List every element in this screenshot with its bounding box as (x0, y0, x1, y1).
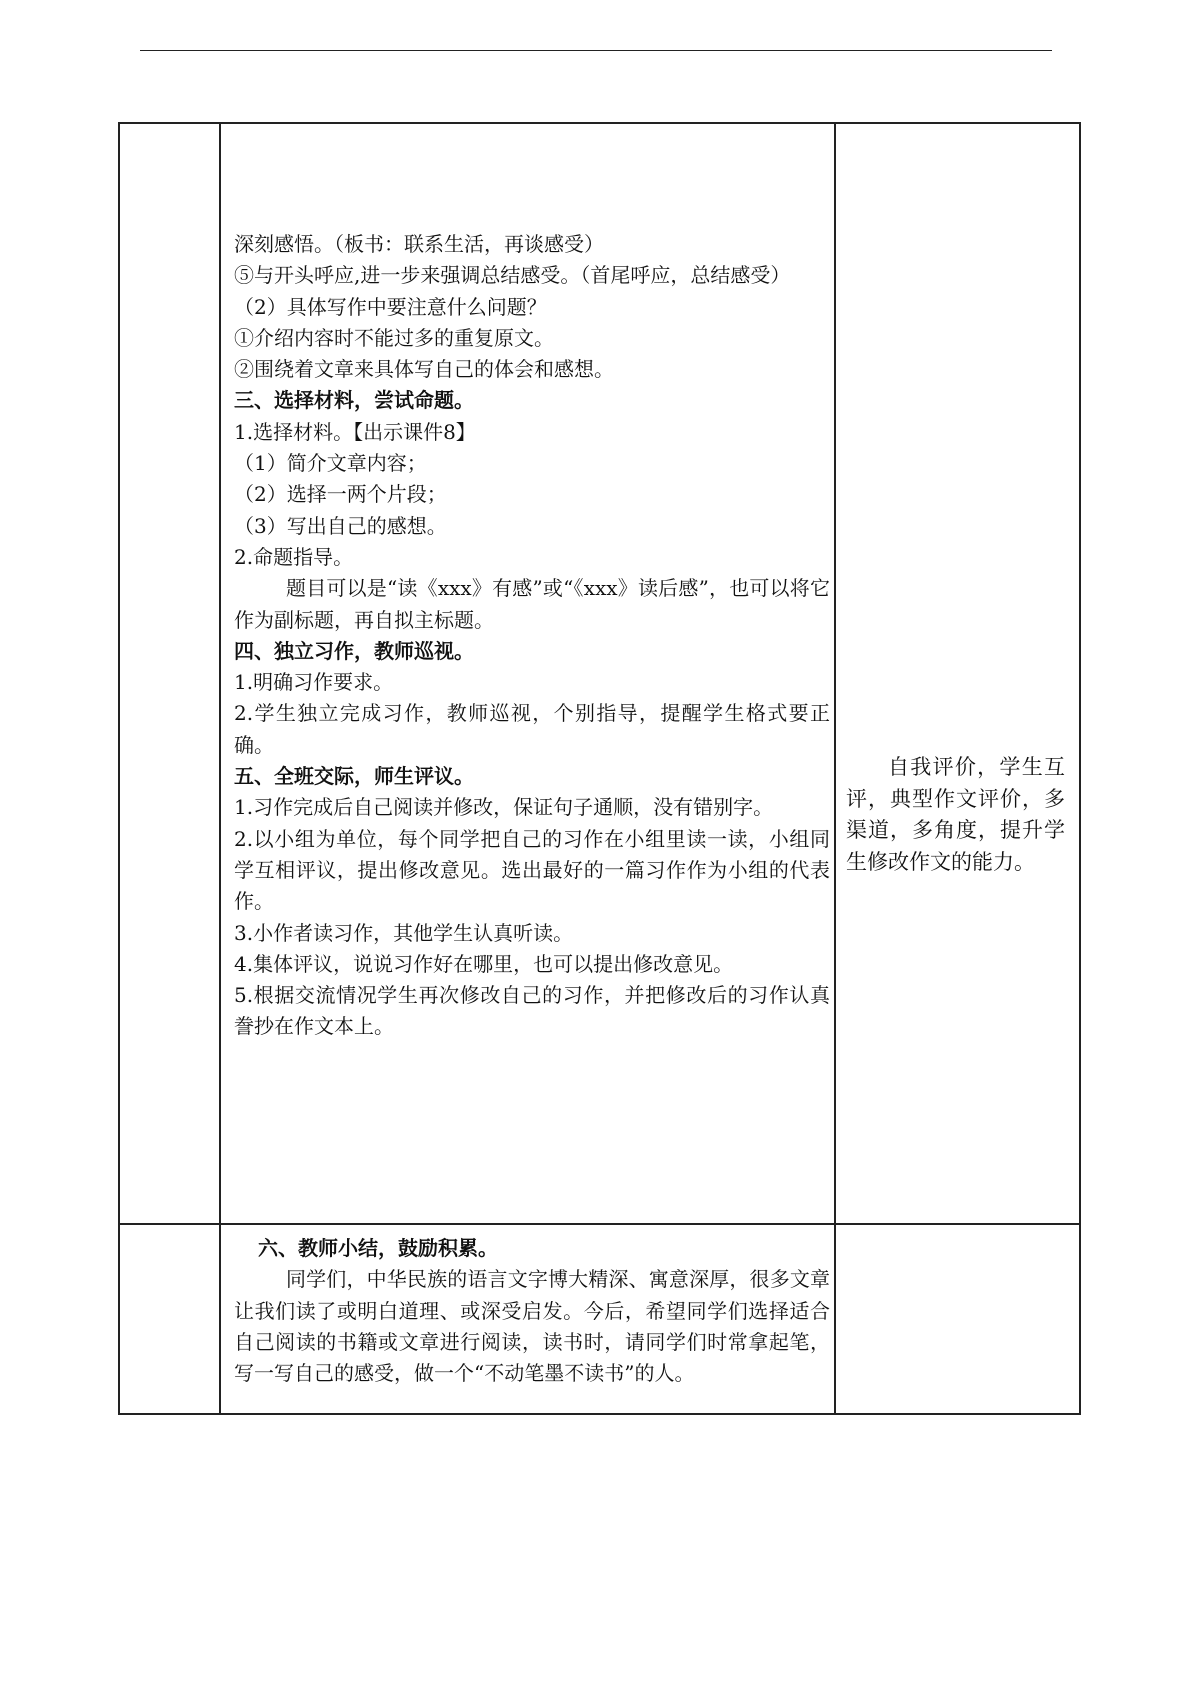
teaching-process-text (221, 124, 834, 1043)
empty-cell (835, 1224, 1080, 1414)
empty-cell (119, 1224, 220, 1414)
header-rule (140, 50, 1052, 51)
evaluation-text: 自我评价，学生互评，典型作文评价，多渠道，多角度，提升学生修改作文的能力。 (846, 755, 1065, 874)
paragraph: （2）选择一两个片段； (234, 482, 447, 507)
paragraph: ②围绕着文章来具体写自己的体会和感想。 (234, 357, 614, 382)
paragraph: （3）写出自己的感想。 (234, 513, 447, 538)
paragraph: 1.习作完成后自己阅读并修改，保证句子通顺，没有错别字。 (234, 795, 774, 820)
summary-text (221, 1225, 834, 1389)
section-heading: 五、全班交际，师生评议。 (234, 764, 474, 789)
paragraph: 1.选择材料。【出示课件8】 (234, 419, 476, 444)
paragraph: （2）具体写作中要注意什么问题？ (234, 294, 547, 319)
paragraph: 3.小作者读习作，其他学生认真听读。 (234, 920, 574, 945)
table-row (119, 1224, 1080, 1414)
table-row (119, 123, 1080, 1224)
paragraph: ①介绍内容时不能过多的重复原文。 (234, 325, 554, 350)
empty-cell (119, 123, 220, 1224)
section-heading: 四、独立习作，教师巡视。 (234, 638, 474, 663)
paragraph: 1.明确习作要求。 (234, 670, 394, 695)
section-heading: 三、选择材料，尝试命题。 (234, 388, 474, 413)
lesson-plan-table (118, 122, 1081, 1415)
paragraph: 4.集体评议，说说习作好在哪里，也可以提出修改意见。 (234, 951, 734, 976)
summary-paragraph: 同学们，中华民族的语言文字博大精深、寓意深厚，很多文章让我们读了或明白道理、或深受启发。今后，希望同学们选择适合自己阅读的书籍或文章进行阅读，读书时，请同学们时常拿起笔，写一写自己的感受，做一个“不动笔墨不读书”的人。 (234, 1267, 830, 1386)
section-heading: 六、教师小结，鼓励积累。 (258, 1236, 498, 1260)
paragraph: ⑤与开头呼应,进一步来强调总结感受。（首尾呼应，总结感受） (234, 263, 791, 288)
summary-cell (220, 1224, 835, 1414)
paragraph: 5.根据交流情况学生再次修改自己的习作，并把修改后的习作认真誊抄在作文本上。 (234, 983, 830, 1039)
paragraph: 2.以小组为单位，每个同学把自己的习作在小组里读一读，小组同学互相评议，提出修改意见。选出最好的一篇习作作为小组的代表作。 (234, 826, 830, 914)
teaching-process-cell (220, 123, 835, 1224)
paragraph: （1）简介文章内容； (234, 451, 427, 476)
paragraph: 题目可以是“读《xxx》有感”或“《xxx》读后感”，也可以将它作为副标题，再自拟主标题。 (234, 576, 830, 632)
paragraph: 2.学生独立完成习作，教师巡视，个别指导，提醒学生格式要正确。 (234, 701, 830, 757)
paragraph: 深刻感悟。（板书：联系生活，再谈感受） (234, 232, 604, 256)
evaluation-cell (835, 123, 1080, 1224)
paragraph: 2.命题指导。 (234, 544, 354, 569)
